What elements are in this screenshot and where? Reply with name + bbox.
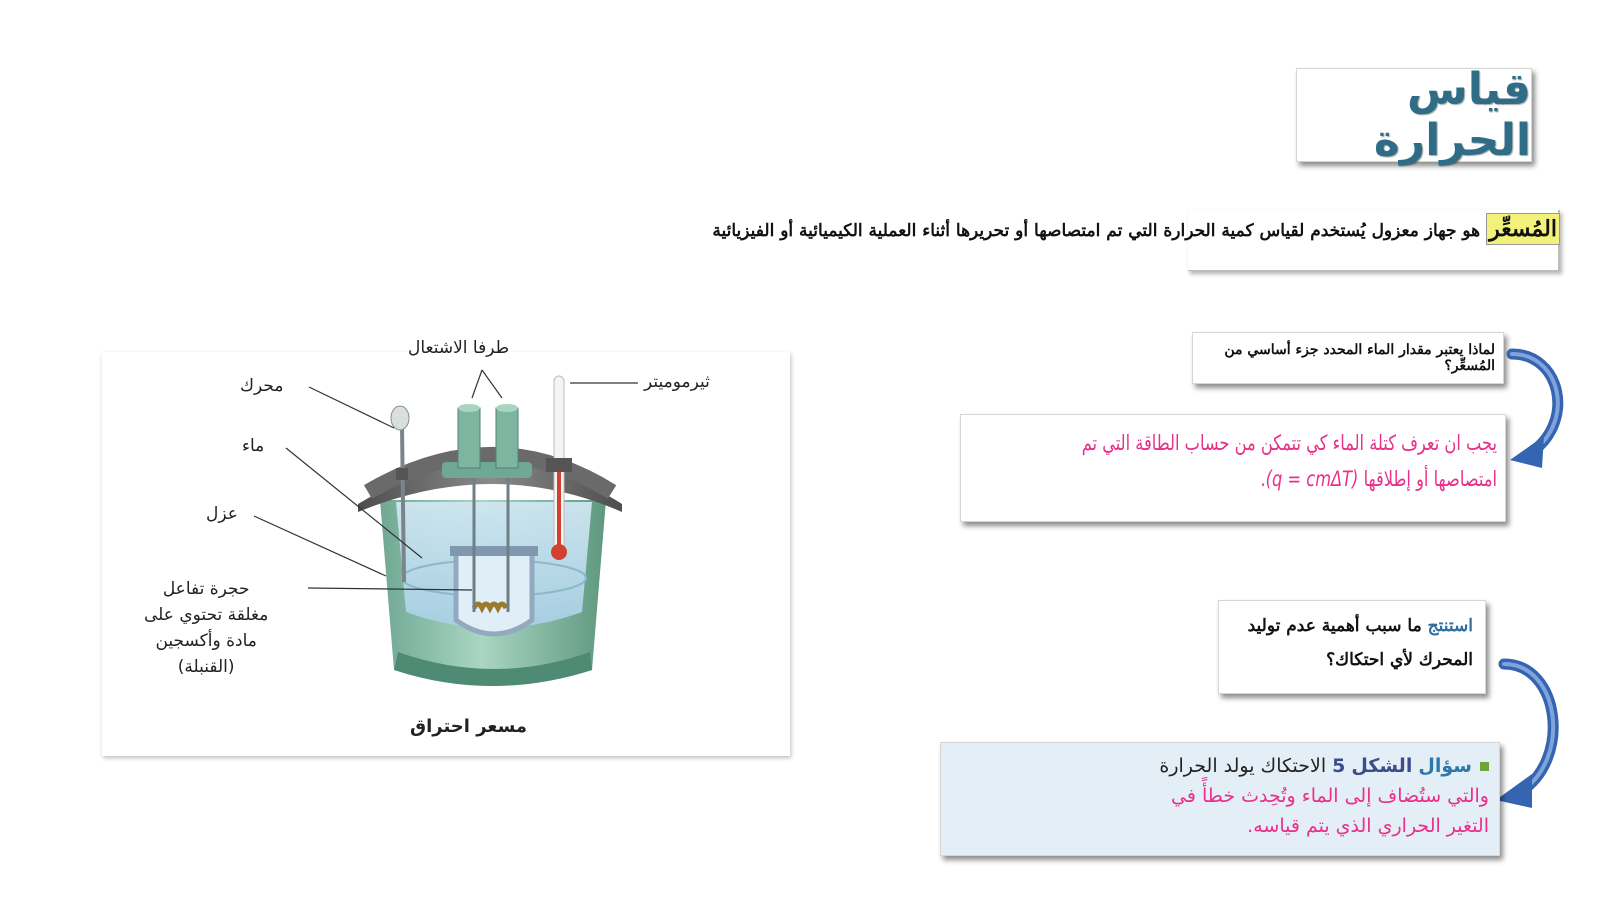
curved-arrow-1-icon — [1498, 340, 1582, 480]
answer1-line2-prefix: امتصاصها أو إطلاقها — [1363, 467, 1497, 491]
answer1-line2-suffix: . — [1260, 467, 1266, 491]
terminal-right — [496, 408, 518, 468]
figure-number: 5 — [1332, 755, 1346, 777]
curved-arrow-2-icon — [1490, 650, 1580, 820]
question1-text: لماذا يعتبر مقدار الماء المحدد جزء أساسي من المُسعِّر؟ — [1224, 342, 1495, 374]
label-chamber-line3: مادة وأكسجين — [155, 631, 257, 651]
calorimeter-illustration — [102, 352, 790, 756]
definition — [598, 210, 1560, 276]
label-chamber — [144, 576, 268, 680]
label-insulation: عزل — [206, 504, 238, 524]
answer1-box — [960, 414, 1506, 522]
label-ignition: طرفا الاشتعال — [408, 338, 510, 358]
diagram-caption: مسعر احتراق — [410, 716, 528, 737]
label-chamber-line4: (القنبلة) — [177, 657, 235, 677]
bomb — [456, 552, 532, 634]
definition-text: هو جهاز معزول يُستخدم لقياس كمية الحرارة التي تم امتصاصها أو تحريرها أثناء العملية الكيميائية أو الفيزيائية — [712, 221, 1481, 241]
figure-question-text — [949, 751, 1489, 841]
definition-term: المُسعِّر — [1486, 213, 1560, 245]
label-stirrer: محرك — [240, 376, 284, 396]
figure-question-label1: سؤال — [1418, 755, 1472, 777]
question2-box — [1218, 600, 1486, 694]
question2-line1-text: ما سبب أهمية عدم توليد — [1247, 616, 1422, 636]
answer1-formula: (q = cmΔT) — [1265, 467, 1359, 491]
bullet-icon — [1480, 762, 1489, 771]
title-box — [1296, 64, 1532, 166]
question2-keyword: استنتج — [1427, 616, 1473, 636]
definition-line — [712, 216, 1560, 242]
question2-text — [1227, 609, 1473, 677]
label-chamber-line1: حجرة تفاعل — [162, 579, 250, 599]
figure-question-lead: الاحتكاك يولد الحرارة — [1159, 755, 1327, 777]
question2-line2: المحرك لأي احتكاك؟ — [1326, 650, 1473, 670]
figure-question-line1 — [949, 751, 1489, 781]
terminal-left — [458, 408, 480, 468]
figure-question-box — [940, 742, 1500, 856]
figure-question-line3: التغير الحراري الذي يتم قياسه. — [1247, 815, 1489, 837]
label-thermometer: ثيرموميتر — [644, 372, 710, 392]
answer1-text — [964, 425, 1497, 497]
label-chamber-line2: مغلقة تحتوي على — [144, 605, 269, 625]
stirrer-knob — [391, 406, 409, 430]
label-water: ماء — [242, 436, 265, 456]
answer1-line2 — [964, 461, 1497, 497]
figure-question-label2: الشكل — [1351, 755, 1413, 777]
answer1-line1: يجب ان تعرف كتلة الماء كي تتمكن من حساب الطاقة التي تم — [1081, 431, 1497, 455]
question2-line1 — [1227, 609, 1473, 643]
calorimeter-diagram — [102, 338, 790, 756]
page-title: قياس الحرارة — [1373, 64, 1531, 166]
question1-box — [1192, 332, 1504, 384]
figure-question-line2: والتي ستُضاف إلى الماء وتُحِدث خطأً في — [1171, 785, 1489, 807]
